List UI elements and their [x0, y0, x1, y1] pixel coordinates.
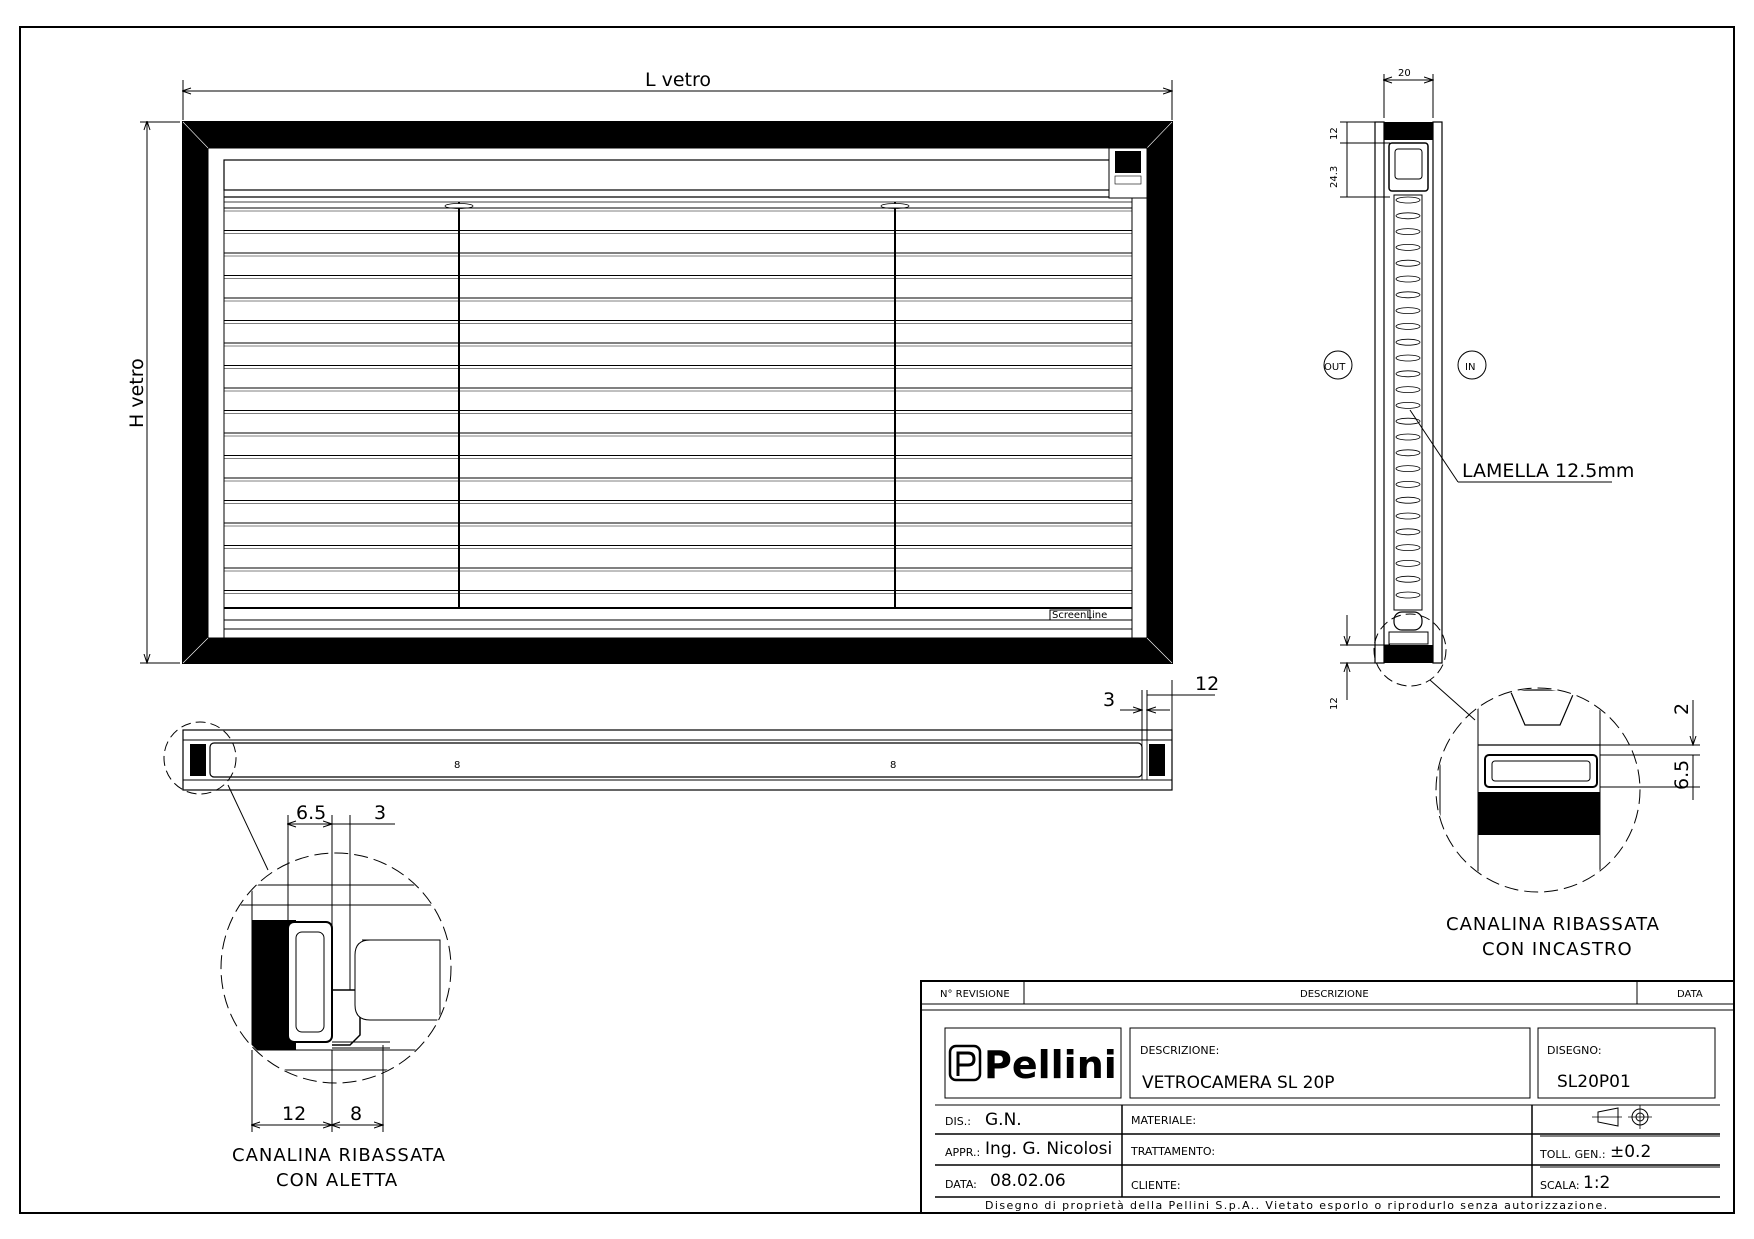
detail-left [220, 802, 460, 1191]
descrizione-value: VETROCAMERA SL 20P [1142, 1073, 1335, 1093]
side-slat [1396, 276, 1420, 282]
side-section-view [1324, 68, 1634, 720]
plan-view [164, 673, 1219, 870]
side-slat [1396, 197, 1420, 203]
materiale-label: MATERIALE: [1131, 1114, 1197, 1127]
dim-side-12-bottom: 12 [1329, 697, 1340, 710]
side-slat [1396, 387, 1420, 393]
side-slat [1396, 450, 1420, 456]
scala-value: 1:2 [1583, 1173, 1611, 1193]
detail-right-caption-2: CON INCASTRO [1482, 939, 1633, 960]
in-label: IN [1465, 362, 1476, 373]
side-slat [1396, 434, 1420, 440]
data-label: DATA: [945, 1178, 977, 1191]
side-slat [1396, 339, 1420, 345]
svg-text:8: 8 [890, 760, 897, 771]
detail-right [1436, 680, 1700, 960]
detail-right-caption-1: CANALINA RIBASSATA [1446, 914, 1660, 935]
dim-side-12-top: 12 [1329, 127, 1340, 140]
dim-right-2: 2 [1671, 702, 1693, 715]
data-value: 08.02.06 [990, 1171, 1066, 1191]
pellini-logo-text: Pellini [984, 1043, 1117, 1087]
title-block [921, 981, 1734, 1213]
projection-symbol-icon [1592, 1105, 1652, 1129]
toll-value: ±0.2 [1610, 1142, 1652, 1162]
dim-left-12: 12 [282, 1103, 307, 1125]
detail-left-caption-1: CANALINA RIBASSATA [232, 1145, 446, 1166]
side-slat [1396, 260, 1420, 266]
scala-label: SCALA: [1540, 1179, 1580, 1192]
width-dimension-label: L vetro [645, 69, 712, 91]
disegno-value: SL20P01 [1557, 1072, 1631, 1092]
side-slat [1396, 513, 1420, 519]
side-slat [1396, 481, 1420, 487]
side-slat [1396, 497, 1420, 503]
side-slat [1396, 292, 1420, 298]
disegno-label: DISEGNO: [1547, 1044, 1602, 1057]
dim-side-243: 24.3 [1329, 165, 1340, 188]
side-slat [1396, 244, 1420, 250]
dis-label: DIS.: [945, 1115, 971, 1128]
side-slat [1396, 592, 1420, 598]
dim-right-65: 6.5 [1671, 759, 1693, 790]
svg-text:8: 8 [454, 760, 461, 771]
trattamento-label: TRATTAMENTO: [1131, 1145, 1216, 1158]
screenline-tag: ScreenLine [1052, 610, 1108, 621]
appr-value: Ing. G. Nicolosi [985, 1139, 1113, 1159]
side-slat [1396, 560, 1420, 566]
descrizione-label: DESCRIZIONE: [1140, 1044, 1220, 1057]
side-slat [1396, 213, 1420, 219]
side-slat [1396, 576, 1420, 582]
lamella-label: LAMELLA 12.5mm [1462, 460, 1635, 482]
cliente-label: CLIENTE: [1131, 1179, 1181, 1192]
dim-3-plan: 3 [1103, 689, 1116, 711]
dis-value: G.N. [985, 1110, 1022, 1130]
height-dimension-label: H vetro [126, 358, 148, 428]
front-view [126, 69, 1172, 663]
dim-12-plan: 12 [1195, 673, 1220, 695]
side-slat [1396, 323, 1420, 329]
dim-left-3: 3 [374, 802, 387, 824]
side-slat [1396, 529, 1420, 535]
dim-left-65: 6.5 [296, 802, 327, 824]
side-slat [1396, 545, 1420, 551]
toll-label: TOLL. GEN.: [1540, 1148, 1606, 1161]
side-slat [1396, 229, 1420, 235]
side-slat [1396, 371, 1420, 377]
date-header: DATA [1677, 989, 1703, 1000]
out-label: OUT [1324, 362, 1346, 373]
dim-left-8: 8 [350, 1103, 363, 1125]
rev-header: N° REVISIONE [940, 989, 1010, 1000]
side-slat [1396, 355, 1420, 361]
side-slat [1396, 466, 1420, 472]
appr-label: APPR.: [945, 1146, 981, 1159]
side-slat [1396, 308, 1420, 314]
pellini-logo-icon [950, 1046, 980, 1080]
desc-header: DESCRIZIONE [1300, 989, 1369, 1000]
detail-left-caption-2: CON ALETTA [276, 1170, 399, 1191]
side-slat [1396, 402, 1420, 408]
dim-20: 20 [1398, 68, 1411, 79]
footer-note: Disegno di proprietà della Pellini S.p.A.. Vietato esporlo o riprodurlo senza autorizzazione. [985, 1199, 1609, 1212]
